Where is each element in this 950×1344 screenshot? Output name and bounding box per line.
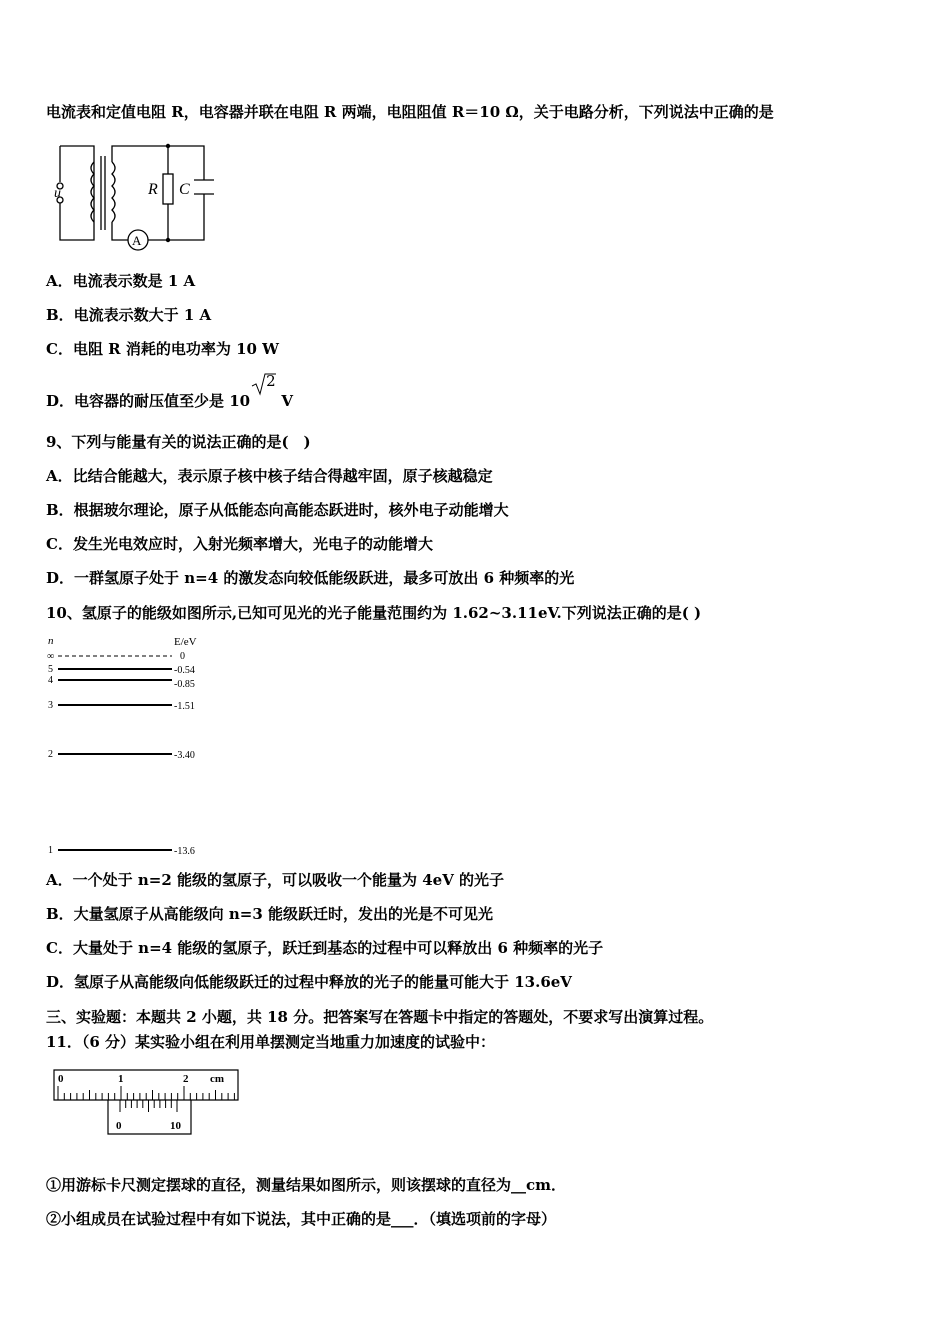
- vernier-label-10: 10: [170, 1120, 181, 1132]
- vernier-scale-ticks: [120, 1100, 177, 1112]
- q9-option-c: C．发生光电效应时，入射光频率增大，光电子的动能增大: [46, 535, 433, 553]
- circuit-label-c: C: [179, 181, 190, 198]
- vernier-caliper: [46, 1066, 246, 1142]
- q9-option-b: B．根据玻尔理论，原子从低能态向高能态跃进时，核外电子动能增大: [46, 501, 509, 519]
- level-e-2: -3.40: [174, 750, 195, 761]
- level-e-3: -1.51: [174, 701, 195, 712]
- main-scale-ticks: [58, 1086, 234, 1100]
- q9-stem: 9、下列与能量有关的说法正确的是( ): [46, 433, 311, 451]
- level-e-4: -0.85: [174, 679, 195, 690]
- sqrt-radicand: 2: [266, 372, 276, 390]
- sqrt-symbol: [250, 372, 276, 406]
- q10-option-b: B．大量氢原子从高能级向 n=3 能级跃迁时，发出的光是不可见光: [46, 905, 494, 923]
- energy-e-header: E/eV: [174, 636, 197, 648]
- energy-level-diagram: [44, 633, 224, 865]
- q9-option-d: D．一群氢原子处于 n=4 的激发态向较低能级跃进，最多可放出 6 种频率的光: [46, 569, 575, 587]
- circuit-diagram: [46, 138, 221, 257]
- circuit-label-r: R: [148, 181, 158, 198]
- q11-part-2: ②小组成员在试验过程中有如下说法，其中正确的是___．（填选项前的字母）: [46, 1210, 557, 1228]
- level-e-1: -13.6: [174, 846, 195, 857]
- q9-option-a: A．比结合能越大，表示原子核中核子结合得越牢固，原子核越稳定: [46, 467, 493, 485]
- q10-option-a: A．一个处于 n=2 能级的氢原子，可以吸收一个能量为 4eV 的光子: [46, 871, 505, 889]
- level-n-3: 3: [48, 700, 53, 711]
- ammeter-label: A: [132, 233, 142, 248]
- energy-n-header: n: [48, 635, 54, 647]
- level-e-5: -0.54: [174, 665, 195, 676]
- level-n-4: 4: [48, 675, 53, 686]
- q8-option-a: A．电流表示数是 1 A: [46, 272, 196, 290]
- level-n-2: 2: [48, 749, 53, 760]
- main-label-2: 2: [183, 1073, 189, 1085]
- q10-option-d: D．氢原子从高能级向低能级跃迁的过程中释放的光子的能量可能大于 13.6eV: [46, 973, 572, 991]
- q11-part-1: ①用游标卡尺测定摆球的直径，测量结果如图所示，则该摆球的直径为__cm．: [46, 1176, 567, 1194]
- q8-option-d-unit: V: [281, 392, 293, 410]
- q8-option-d: [46, 372, 293, 411]
- q10-option-c: C．大量处于 n=4 能级的氢原子，跃迁到基态的过程中可以释放出 6 种频率的光子: [46, 939, 604, 957]
- main-label-1: 1: [118, 1073, 124, 1085]
- level-n-inf: ∞: [47, 651, 55, 662]
- level-n-5: 5: [48, 664, 53, 675]
- level-n-1: 1: [48, 845, 53, 856]
- q8-option-b: B．电流表示数大于 1 A: [46, 306, 212, 324]
- level-e-inf: 0: [180, 651, 185, 662]
- q11-stem: 11．（6 分）某实验小组在利用单摆测定当地重力加速度的试验中：: [46, 1033, 496, 1051]
- section-3-heading: 三、实验题：本题共 2 小题，共 18 分。把答案写在答题卡中指定的答题处，不要求写出演算过程。: [46, 1008, 714, 1026]
- q8-option-d-text: D．电容器的耐压值至少是 10: [46, 392, 251, 410]
- q10-stem: 10、氢原子的能级如图所示,已知可见光的光子能量范围约为 1.62~3.11eV.下列说法正确的是( ): [46, 604, 702, 622]
- caliper-unit: cm: [210, 1073, 225, 1085]
- vernier-label-0: 0: [116, 1120, 122, 1132]
- circuit-label-u: u: [54, 186, 61, 201]
- q8-option-c: C．电阻 R 消耗的电功率为 10 W: [46, 340, 280, 358]
- q8-stem: 电流表和定值电阻 R，电容器并联在电阻 R 两端，电阻阻值 R＝10 Ω，关于电路分析，下列说法中正确的是: [46, 103, 774, 121]
- main-label-0: 0: [58, 1073, 64, 1085]
